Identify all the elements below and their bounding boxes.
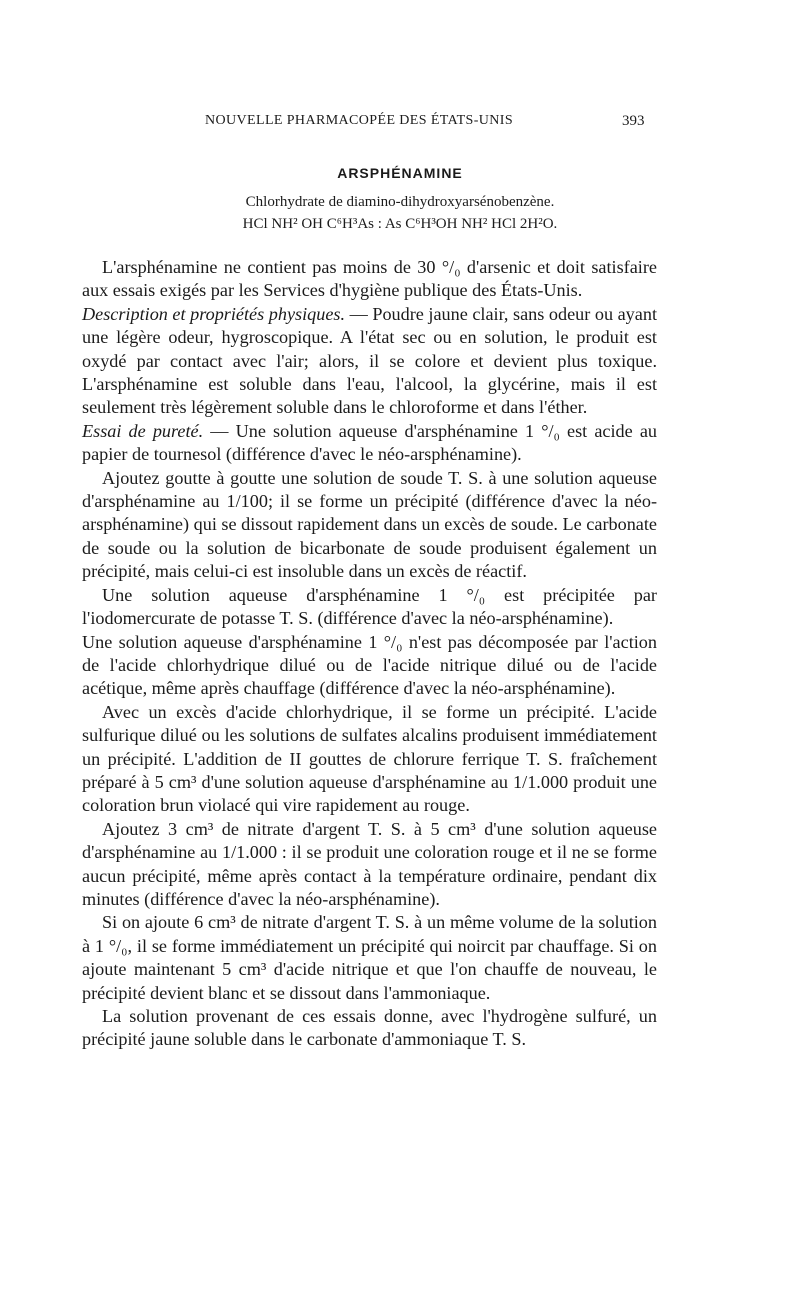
purity-body: — Une solution aqueuse d'arsphénamine 1 °/₀ est acide au papier de tournesol (différence d'avec le néo-arsphénamine). <box>82 420 657 465</box>
paragraph-description <box>82 303 657 420</box>
chemical-name: Chlorhydrate de diamino-dihydroxyarsénobenzène. <box>245 194 555 210</box>
section-title: ARSPHÉNAMINE <box>337 165 463 181</box>
description-heading: Description et propriétés physiques. <box>82 303 346 324</box>
chemical-formula: HCl NH² OH C⁶H³As : As C⁶H³OH NH² HCl 2H²O. <box>242 216 558 232</box>
paragraph-9: Si on ajoute 6 cm³ de nitrate d'argent T. S. à un même volume de la solution à 1 °/₀, il se forme immédiatement un précipité qui noircit par chauffage. Si on ajoute maintenant 5 cm³ d'acide nitrique et que l'on chauffe de nouveau, le précipité devient blanc et se dissout dans l'ammoniaque. <box>82 912 657 1003</box>
paragraph-5: Une solution aqueuse d'arsphénamine 1 °/₀ est précipitée par l'iodomercurate de potasse T. S. (différence d'avec la néo-arsphénamine). <box>82 584 657 629</box>
page-number: 393 <box>622 113 645 129</box>
paragraph-7: Avec un excès d'acide chlorhydrique, il se forme un précipité. L'acide sulfurique dilué ou les solutions de sulfates alcalins produisent immédiatement un précipité. L'addition de II gouttes de chlorure ferrique T. S. fraîchement préparé à 5 cm³ d'une solution aqueuse d'arsphénamine au 1/1.000 produit une coloration brun violacé qui vire rapidement au rouge. <box>82 701 657 816</box>
paragraph-8: Ajoutez 3 cm³ de nitrate d'argent T. S. à 5 cm³ d'une solution aqueuse d'arsphénamine au 1/1.000 : il se produit une coloration rouge et il ne se forme aucun précipité, même après contact à la température ordinaire, pendant dix minutes (différence d'avec la néo-arsphénamine). <box>82 818 657 909</box>
paragraph-purity <box>82 420 657 467</box>
paragraph-6: Une solution aqueuse d'arsphénamine 1 °/₀ n'est pas décomposée par l'action de l'acide chlorhydrique dilué ou de l'acide nitrique dilué ou de l'acide acétique, même après chauffage (différence d'avec la néo-arsphénamine). <box>82 631 657 699</box>
paragraph-4: Ajoutez goutte à goutte une solution de soude T. S. à une solution aqueuse d'arsphénamine au 1/100; il se forme un précipité (différence d'avec la néo-arsphénamine) qui se dissout rapidement dans un excès de soude. Le carbonate de soude ou la solution de bicarbonate de soude produisent également un précipité, mais celui-ci est insoluble dans un excès de réactif. <box>82 467 657 582</box>
description-body: — Poudre jaune clair, sans odeur ou ayant une légère odeur, hygroscopique. A l'état sec ou en solution, le produit est oxydé par contact avec l'air; alors, il se colore et devient plus toxique. L'arsphénamine est soluble dans l'eau, l'alcool, la glycérine, mais il est seulement très légèrement soluble dans le chloroforme et dans l'éther. <box>82 303 657 418</box>
paragraph-10: La solution provenant de ces essais donne, avec l'hydrogène sulfuré, un précipité jaune soluble dans le carbonate d'ammoniaque T. S. <box>82 1006 657 1050</box>
body-text <box>82 256 657 1052</box>
purity-heading: Essai de pureté. <box>82 420 204 441</box>
running-head: NOUVELLE PHARMACOPÉE DES ÉTATS-UNIS <box>205 113 514 128</box>
paragraph-1: L'arsphénamine ne contient pas moins de 30 °/₀ d'arsenic et doit satisfaire aux essais exigés par les Services d'hygiène publique des États-Unis. <box>82 257 657 301</box>
